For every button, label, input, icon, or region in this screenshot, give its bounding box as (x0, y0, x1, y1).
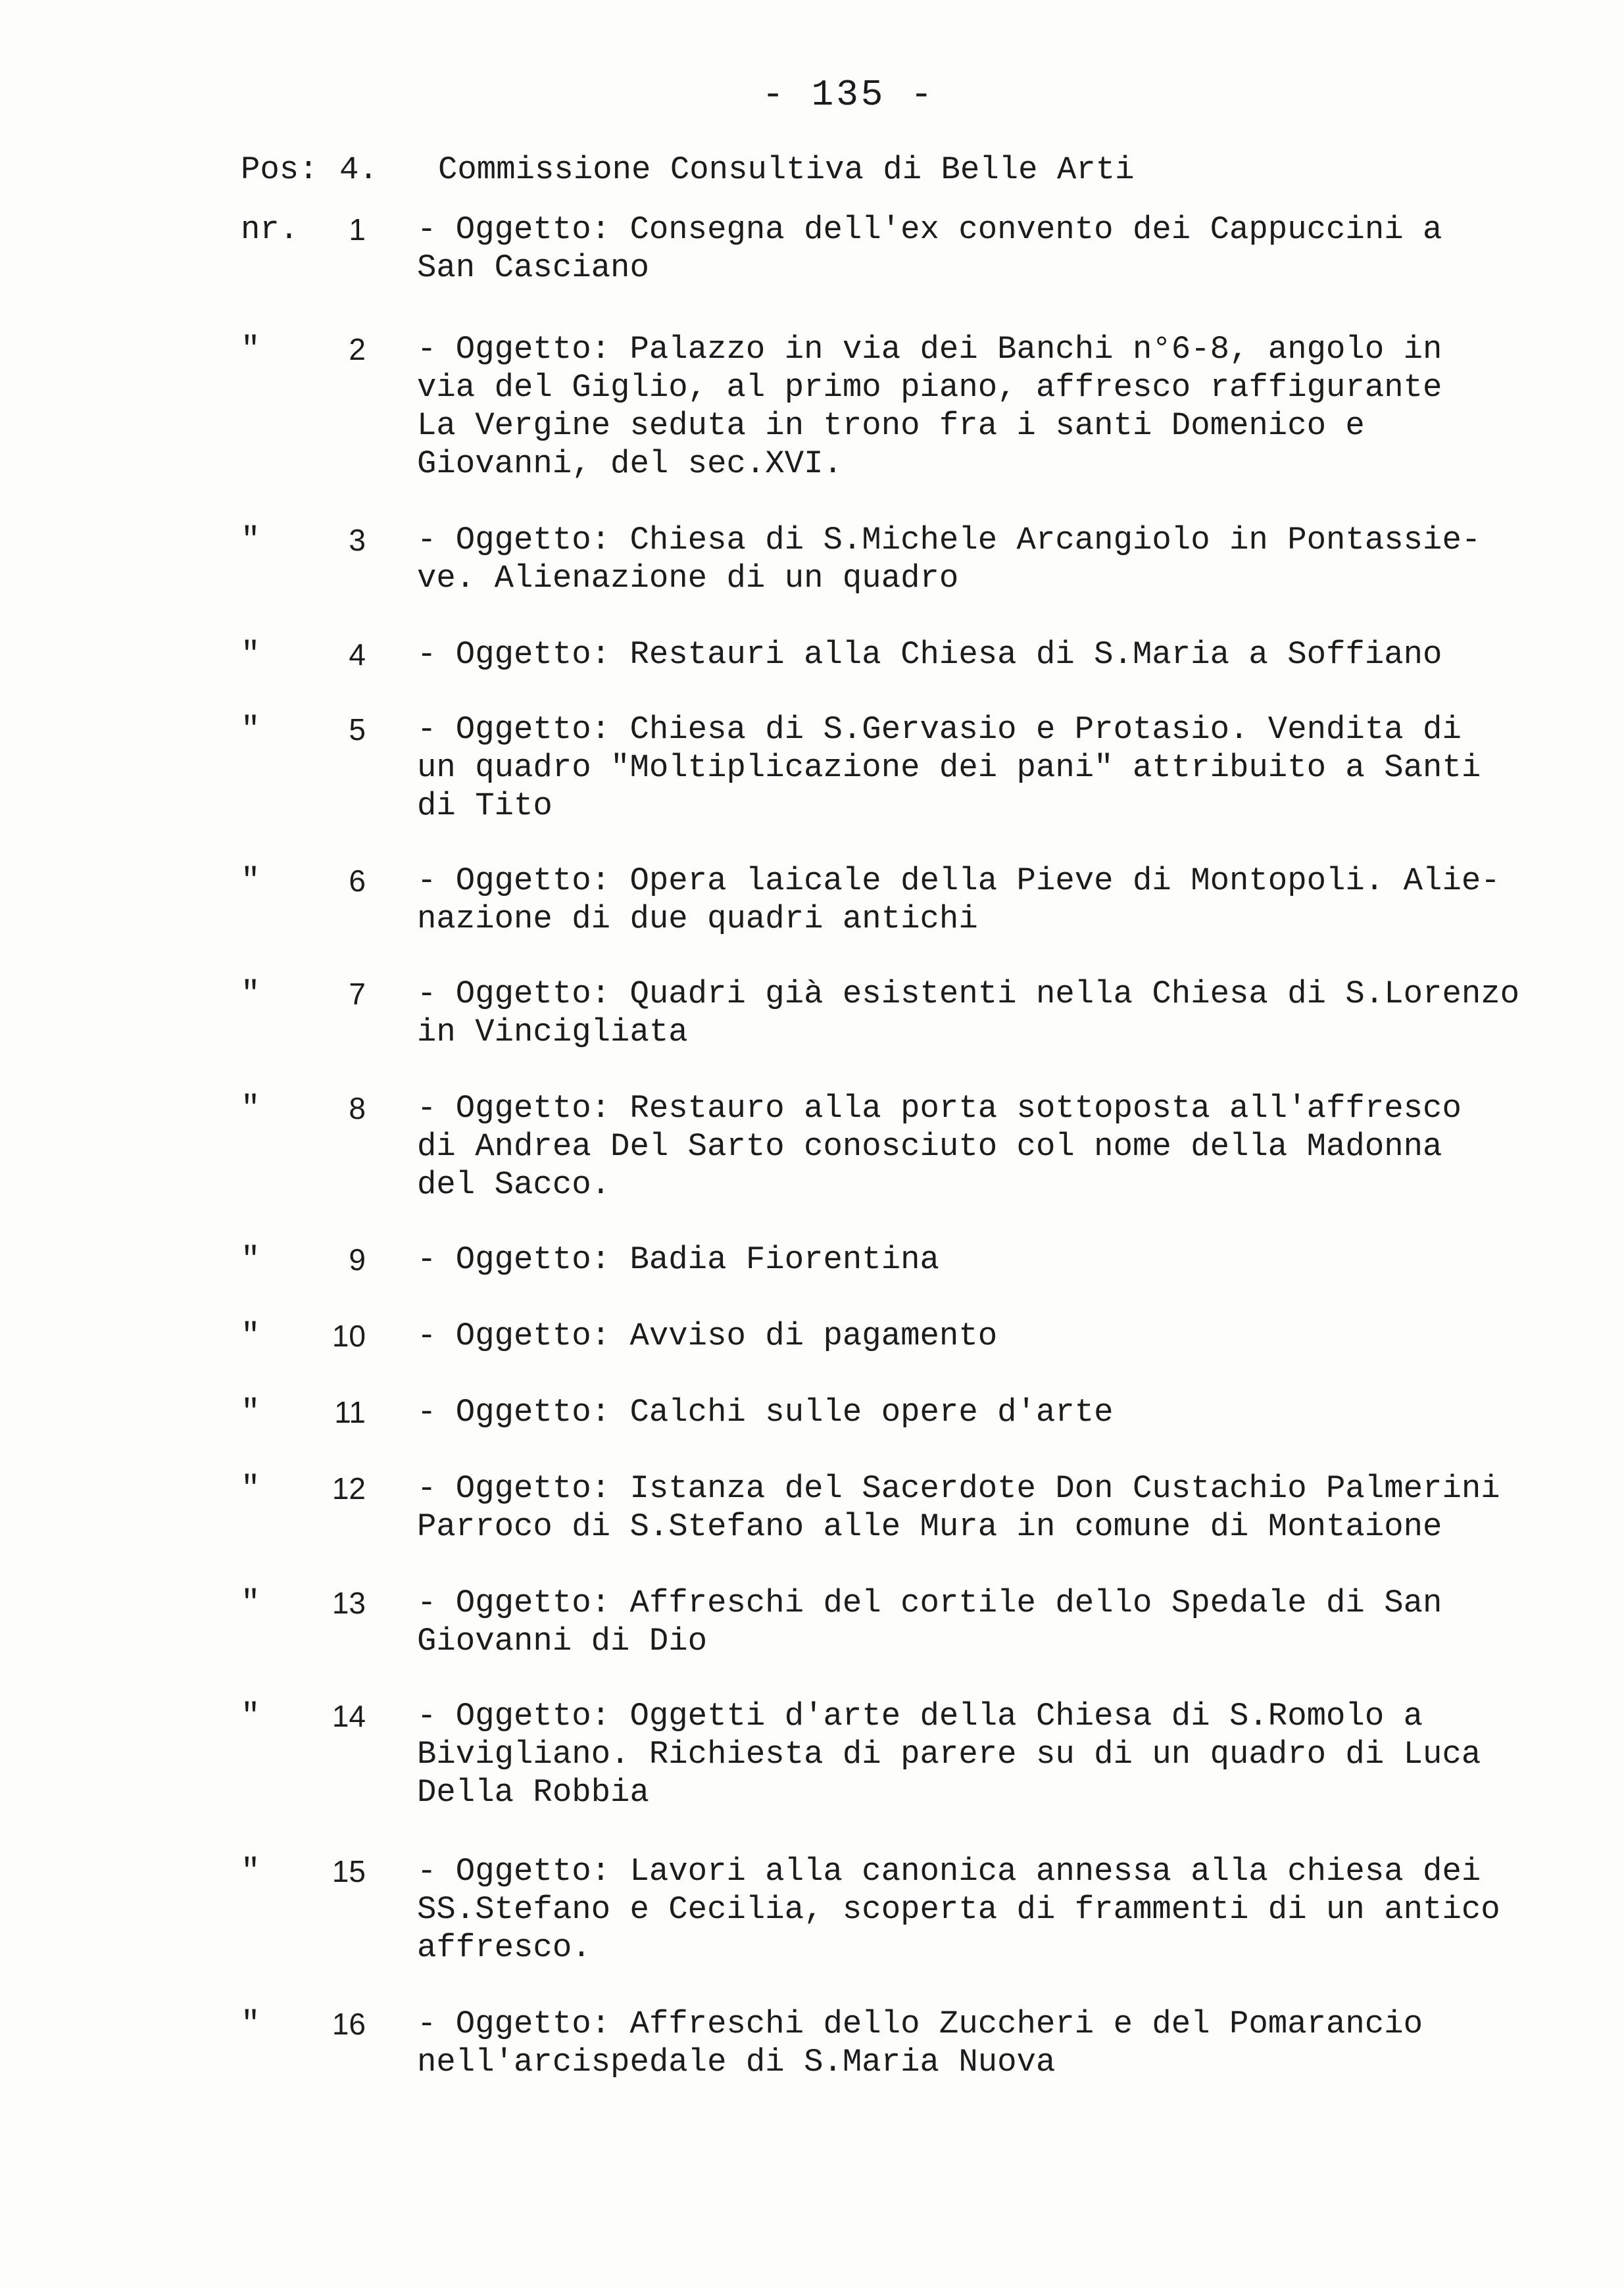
entry-text (417, 1393, 1535, 1431)
entry-number: 16 (332, 2007, 366, 2041)
entry-number: 7 (349, 977, 366, 1011)
entry-line: affresco. (417, 1929, 591, 1966)
entry-number: 1 (349, 212, 366, 247)
entry-line: - Oggetto: Palazzo in via dei Banchi n°6-8, angolo in (417, 331, 1442, 368)
entry-marker: " (241, 1470, 260, 1507)
entry-marker: " (241, 1853, 260, 1890)
entry-line: Giovanni di Dio (417, 1623, 708, 1660)
entry-marker: " (241, 2006, 260, 2042)
entry-line: - Oggetto: Istanza del Sacerdote Don Custachio Palmerini (417, 1470, 1500, 1507)
entry-line: - Oggetto: Chiesa di S.Gervasio e Protasio. Vendita di (417, 711, 1462, 748)
entry-number: 14 (332, 1699, 366, 1733)
entry-marker: " (241, 1394, 260, 1431)
entry-text (417, 1697, 1535, 1811)
entry-line: in Vincigliata (417, 1014, 688, 1050)
entry-text (417, 862, 1535, 938)
entry-line: di Andrea Del Sarto conosciuto col nome della Madonna (417, 1128, 1442, 1165)
entry-text (417, 1089, 1535, 1204)
entry-text (417, 2005, 1535, 2081)
entry-text (417, 975, 1535, 1051)
entry-line: - Oggetto: Oggetti d'arte della Chiesa di S.Romolo a (417, 1698, 1423, 1735)
entry-line: di Tito (417, 787, 553, 824)
entry-number: 15 (332, 1854, 366, 1888)
entry-marker: " (241, 1090, 260, 1127)
entry-line: - Oggetto: Avviso di pagamento (417, 1317, 998, 1354)
entry-line: - Oggetto: Restauri alla Chiesa di S.Maria a Soffiano (417, 636, 1442, 673)
entry-number: 11 (334, 1395, 366, 1429)
section-header (241, 150, 1135, 189)
entry-text (417, 210, 1535, 287)
entry-line: - Oggetto: Opera laicale della Pieve di Montopoli. Alie- (417, 862, 1500, 899)
entry-number: 6 (349, 864, 366, 898)
entry-line: Bivigliano. Richiesta di parere su di un quadro di Luca (417, 1736, 1481, 1773)
entry-line: - Oggetto: Badia Fiorentina (417, 1241, 939, 1278)
entry-marker: " (241, 331, 260, 368)
entry-marker: " (241, 636, 260, 673)
entry-text (417, 635, 1535, 674)
entry-text (417, 521, 1535, 597)
entry-number: 9 (349, 1243, 366, 1277)
entry-marker: " (241, 975, 260, 1012)
entry-line: nazione di due quadri antichi (417, 900, 978, 937)
page-number: - 135 - (762, 74, 935, 116)
entry-marker: " (241, 1317, 260, 1354)
entry-number: 10 (332, 1319, 366, 1353)
entry-number: 5 (349, 712, 366, 747)
entry-number: 8 (349, 1091, 366, 1125)
entry-marker: " (241, 522, 260, 558)
entry-line: - Oggetto: Lavori alla canonica annessa alla chiesa dei (417, 1853, 1481, 1890)
pos-label: Pos: (241, 151, 318, 188)
entry-line: ve. Alienazione di un quadro (417, 560, 959, 597)
entry-line: - Oggetto: Affreschi del cortile dello Spedale di San (417, 1585, 1442, 1621)
entry-text (417, 710, 1535, 825)
entry-marker: " (241, 862, 260, 899)
entry-number: 2 (349, 332, 366, 366)
entry-number: 3 (349, 523, 366, 557)
entry-marker: nr. (241, 211, 299, 248)
entry-number: 12 (332, 1471, 366, 1506)
entry-marker: " (241, 1698, 260, 1735)
entry-line: - Oggetto: Chiesa di S.Michele Arcangiolo in Pontassie- (417, 522, 1481, 558)
entry-line: - Oggetto: Restauro alla porta sottoposta all'affresco (417, 1090, 1462, 1127)
entry-text (417, 1241, 1535, 1279)
entry-line: - Oggetto: Quadri già esistenti nella Chiesa di S.Lorenzo (417, 975, 1520, 1012)
entry-text (417, 330, 1535, 483)
entry-line: via del Giglio, al primo piano, affresco raffigurante (417, 369, 1442, 406)
entry-line: del Sacco. (417, 1166, 611, 1203)
section-title: Commissione Consultiva di Belle Arti (438, 151, 1135, 188)
entry-text (417, 1852, 1535, 1967)
entry-line: Giovanni, del sec.XVI. (417, 445, 843, 482)
entry-text (417, 1317, 1535, 1355)
entry-line: San Casciano (417, 249, 649, 286)
entry-line: - Oggetto: Consegna dell'ex convento dei Cappuccini a (417, 211, 1442, 248)
entry-line: Parroco di S.Stefano alle Mura in comune di Montaione (417, 1508, 1442, 1545)
entry-marker: " (241, 1585, 260, 1621)
entry-marker: " (241, 1241, 260, 1278)
entry-line: nell'arcispedale di S.Maria Nuova (417, 2044, 1056, 2080)
entry-text (417, 1584, 1535, 1660)
entry-number: 13 (332, 1586, 366, 1620)
entry-line: - Oggetto: Calchi sulle opere d'arte (417, 1394, 1114, 1431)
entry-line: - Oggetto: Affreschi dello Zuccheri e del Pomarancio (417, 2006, 1423, 2042)
pos-number: 4. (339, 151, 378, 188)
entry-marker: " (241, 711, 260, 748)
entry-line: Della Robbia (417, 1774, 649, 1811)
entry-line: un quadro "Moltiplicazione dei pani" attribuito a Santi (417, 749, 1481, 786)
entry-line: SS.Stefano e Cecilia, scoperta di frammenti di un antico (417, 1891, 1500, 1928)
entry-text (417, 1469, 1535, 1546)
entry-number: 4 (349, 637, 366, 672)
entry-line: La Vergine seduta in trono fra i santi Domenico e (417, 407, 1365, 444)
